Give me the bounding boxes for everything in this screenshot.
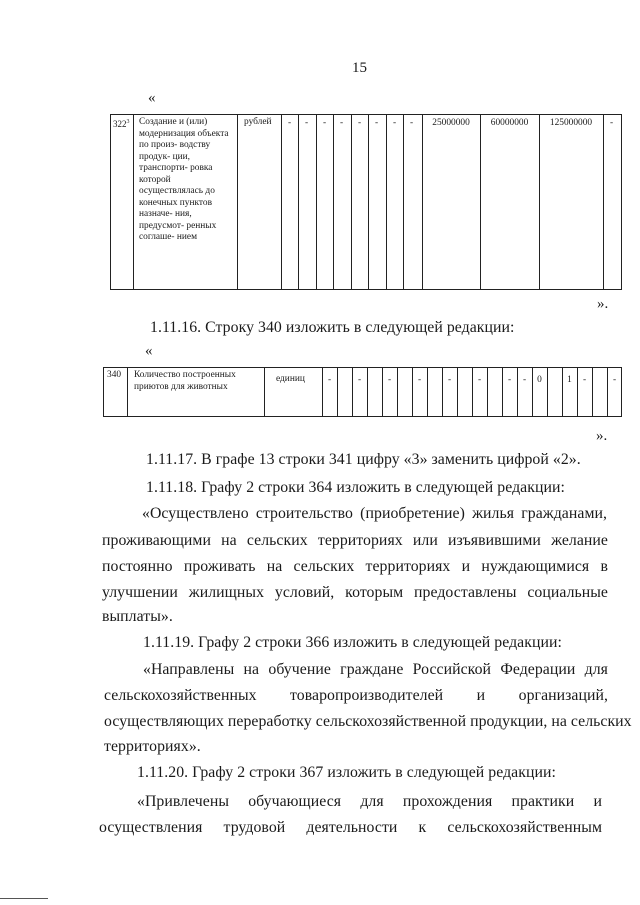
table-cell: - [327,375,332,385]
quote-366-line: «Направлены на обучение граждане Российской Федерации для [143,661,608,678]
quote-367-line: «Привлечены обучающиеся для прохождения практики и [137,793,602,810]
table-cell: - [447,375,452,385]
table-cell: - [582,375,587,385]
indicator-name: Количество построенных приютов для животных [134,370,236,392]
table-cell-value: 0 [537,375,542,385]
table-cell-value: 60000000 [490,118,529,128]
paragraph-1-11-17: 1.11.17. В графе 13 строки 341 цифру «3» заменить цифрой «2». [146,451,581,468]
table-cell: - [477,375,482,385]
margin-rule [0,898,48,899]
table-cell: - [287,118,292,128]
table-cell-value: 25000000 [432,118,470,128]
quote-366-line: осуществляющих переработку сельскохозяйственной продукции, на сельских [104,713,632,730]
table-cell: - [374,118,379,128]
quote-364-line: «Осуществлено строительство (приобретение) жилья гражданами, [142,505,607,522]
quote-366-line: сельскохозяйственных товаропроизводителей и организаций, [104,687,608,704]
page-number: 15 [352,60,367,76]
paragraph-1-11-16: 1.11.16. Строку 340 изложить в следующей редакции: [150,319,515,336]
quote-364-line: улучшении жилищных условий, которым предоставлены социальные [102,584,608,601]
table-cell: - [339,118,344,128]
table-cell: - [322,118,327,128]
quote-364-line: выплаты». [102,608,173,625]
quote-open: « [145,343,153,359]
table-cell: - [357,118,362,128]
table-cell-value: 1 [567,375,572,385]
table-cell-value: 125000000 [549,118,593,128]
table-row-340 [103,367,622,417]
table-cell: - [357,375,362,385]
quote-367-line: осуществления трудовой деятельности к сельскохозяйственным [99,819,602,836]
row-number: 340 [107,370,122,380]
quote-364-line: проживающими на сельских территориях или изъявившими желание [102,532,608,549]
quote-364-line: постоянно проживать на сельских территориях и нуждающимися в [102,558,608,575]
table-cell: - [392,118,397,128]
table-cell: - [612,375,617,385]
unit: единиц [276,374,305,384]
row-number: $322^3$ [113,119,130,129]
paragraph-1-11-20: 1.11.20. Графу 2 строки 367 изложить в следующей редакции: [137,764,556,781]
indicator-name: Создание и (или) модернизация объекта по произ- водству продук- ции, транспорти- ровка которой осуществлялась до конечных пунктов назначе- ния, предусмот- ренных соглаше- нием [139,117,229,242]
table-cell: - [417,375,422,385]
table-cell: - [409,118,414,128]
table-cell: - [522,375,527,385]
quote-open: « [148,90,156,106]
quote-366-line: территориях». [104,738,201,755]
quote-close: ». [596,428,608,444]
table-cell: - [387,375,392,385]
unit: рублей [244,117,272,127]
paragraph-1-11-18: 1.11.18. Графу 2 строки 364 изложить в следующей редакции: [146,479,565,496]
table-row-322 [110,114,622,290]
table-cell: - [609,118,614,128]
paragraph-1-11-19: 1.11.19. Графу 2 строки 366 изложить в следующей редакции: [143,634,562,651]
table-cell: - [304,118,309,128]
table-cell: - [507,375,512,385]
quote-close: ». [597,296,609,312]
